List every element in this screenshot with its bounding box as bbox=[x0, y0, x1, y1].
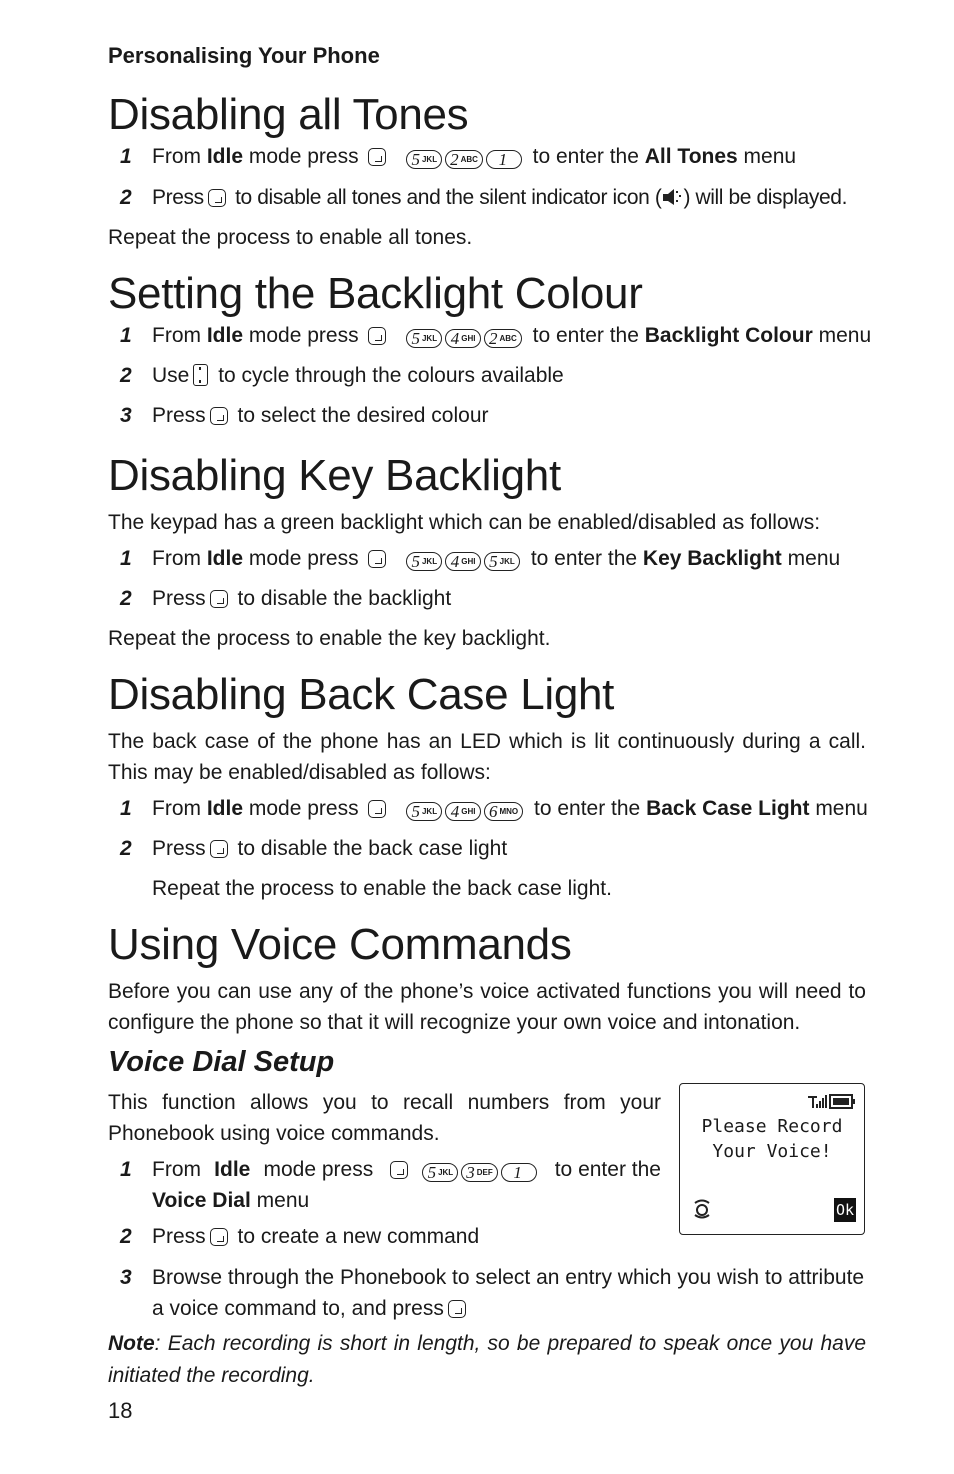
step-number: 2 bbox=[120, 186, 132, 209]
key-5-icon: 5 JKL bbox=[406, 150, 442, 169]
phone-display-illustration bbox=[679, 1083, 865, 1235]
ok-key-icon bbox=[208, 189, 226, 207]
menu-name: Back Case Light bbox=[646, 797, 810, 820]
key-sequence bbox=[406, 793, 520, 824]
step-number: 1 bbox=[120, 324, 132, 347]
step-number: 2 bbox=[120, 1225, 132, 1248]
key-4-icon: 4 GHI bbox=[445, 329, 481, 348]
ok-key-icon bbox=[368, 327, 386, 345]
key-1-icon: 1 bbox=[486, 150, 522, 169]
step-number: 2 bbox=[120, 587, 132, 610]
note-label: Note bbox=[108, 1332, 155, 1355]
menu-name: Key Backlight bbox=[642, 547, 782, 570]
key-6-icon: 6 MNO bbox=[484, 802, 523, 821]
ok-key-icon bbox=[368, 148, 386, 166]
tones-repeat: Repeat the process to enable all tones. bbox=[108, 226, 473, 249]
key-5-icon: 5 JKL bbox=[406, 802, 442, 821]
key-5-icon: 5 JKL bbox=[406, 552, 442, 571]
key-intro: The keypad has a green backlight which can be enabled/disabled as follows: bbox=[108, 511, 821, 534]
key-4-icon: 4 GHI bbox=[445, 552, 481, 571]
key-sequence bbox=[422, 1154, 533, 1185]
menu-name: All Tones bbox=[644, 145, 738, 168]
key-sequence bbox=[406, 543, 517, 574]
ok-key-icon bbox=[448, 1300, 466, 1318]
key-sequence bbox=[406, 141, 519, 172]
idle-label: Idle bbox=[206, 145, 244, 168]
section-title-tones: Disabling all Tones bbox=[108, 90, 469, 139]
ok-key-icon bbox=[390, 1161, 408, 1179]
menu-name: Voice Dial bbox=[152, 1189, 251, 1212]
idle-label: Idle bbox=[206, 797, 244, 820]
step-number: 3 bbox=[120, 1266, 132, 1289]
idle-label: Idle bbox=[214, 1158, 251, 1181]
ok-key-icon bbox=[368, 550, 386, 568]
key-5-icon: 5 JKL bbox=[406, 329, 442, 348]
key-1-icon: 1 bbox=[501, 1163, 537, 1182]
menu-name: Backlight Colour bbox=[644, 324, 813, 347]
backcase-intro: The back case of the phone has an LED which is lit continuously during a call. This may be enabled/disabled as follows: bbox=[108, 730, 866, 784]
section-title-key-backlight: Disabling Key Backlight bbox=[108, 451, 561, 500]
step-number: 2 bbox=[120, 364, 132, 387]
key-repeat: Repeat the process to enable the key backlight. bbox=[108, 627, 551, 650]
backcase-repeat: Repeat the process to enable the back case light. bbox=[152, 877, 612, 900]
note: Note: Each recording is short in length, so be prepared to speak once you have initiated the recording. bbox=[108, 1332, 866, 1387]
section-title-voice: Using Voice Commands bbox=[108, 920, 572, 969]
ok-key-icon bbox=[210, 407, 228, 425]
step-number: 3 bbox=[120, 404, 132, 427]
key-2-icon: 2 ABC bbox=[484, 329, 522, 348]
idle-label: Idle bbox=[206, 324, 244, 347]
voice-dial-intro: This function allows you to recall numbers from your Phonebook using voice commands. bbox=[108, 1091, 661, 1145]
key-4-icon: 4 GHI bbox=[445, 802, 481, 821]
step-number: 2 bbox=[120, 837, 132, 860]
step-number: 1 bbox=[120, 1158, 132, 1181]
signal-icon bbox=[808, 1095, 827, 1108]
key-3-icon: 3 DEF bbox=[461, 1163, 498, 1182]
section-title-backlight: Setting the Backlight Colour bbox=[108, 269, 643, 318]
key-5-icon: 5 JKL bbox=[422, 1163, 458, 1182]
key-sequence bbox=[406, 320, 519, 351]
ok-key-icon bbox=[368, 800, 386, 818]
key-2-icon: 2 ABC bbox=[445, 150, 483, 169]
voice-icon bbox=[692, 1199, 712, 1219]
step-number: 1 bbox=[120, 797, 132, 820]
page-header: Personalising Your Phone bbox=[108, 43, 380, 68]
ok-key-icon bbox=[210, 590, 228, 608]
battery-icon bbox=[830, 1095, 855, 1108]
idle-label: Idle bbox=[206, 547, 244, 570]
step-number: 1 bbox=[120, 145, 132, 168]
page-number: 18 bbox=[108, 1398, 133, 1423]
signal-battery-status bbox=[808, 1092, 856, 1110]
subsection-title-voice-dial: Voice Dial Setup bbox=[108, 1046, 335, 1078]
ok-key-icon bbox=[210, 1228, 228, 1246]
ok-softkey: Ok bbox=[834, 1198, 856, 1222]
nav-key-icon bbox=[193, 364, 208, 386]
ok-key-icon bbox=[210, 840, 228, 858]
section-title-back-case: Disabling Back Case Light bbox=[108, 670, 615, 719]
key-5-icon: 5 JKL bbox=[484, 552, 520, 571]
voice-intro: Before you can use any of the phone’s voice activated functions you will need to configure the phone so that it will recognize your own voice and intonation. bbox=[108, 980, 866, 1034]
step-number: 1 bbox=[120, 547, 132, 570]
display-message: Please Record Your Voice! bbox=[701, 1116, 843, 1162]
silent-indicator-icon bbox=[661, 187, 683, 207]
